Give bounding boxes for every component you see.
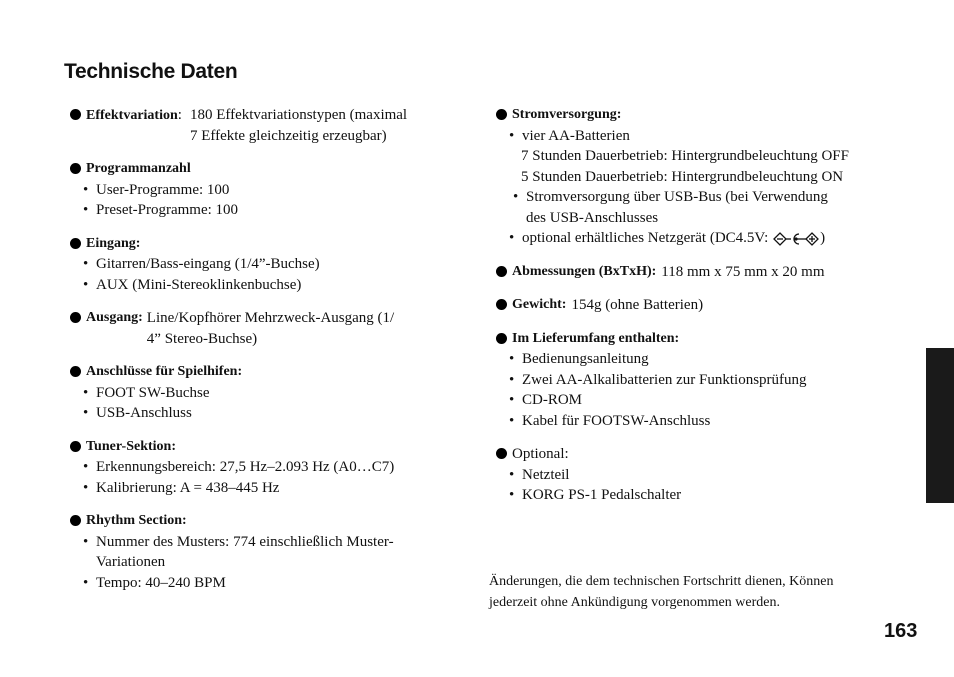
section-tuner: Tuner-Sektion: • Erkennungsbereich: 27,5 Hz–2.093 Hz (A0…C7) • Kalibrierung: A = 438–445 Hz	[70, 437, 470, 499]
bullet-dot-icon	[70, 312, 81, 323]
rhythm-label: Rhythm Section:	[86, 513, 187, 528]
page-number: 163	[884, 620, 918, 642]
rhythm-muster-line1: Nummer des Musters: 774 einschließlich Muster-	[96, 533, 394, 550]
strom-usb-line2: des USB-Anschlusses	[526, 209, 659, 226]
section-effektvariation	[70, 105, 470, 146]
list-item: FOOT SW-Buchse	[96, 384, 210, 401]
rhythm-muster-line2: Variationen	[96, 554, 166, 570]
gewicht-value: 154g (ohne Batterien)	[571, 297, 704, 313]
ausgang-line2: 4” Stereo-Buchse)	[146, 330, 258, 347]
list-item: Gitarren/Bass-eingang (1/4”-Buchse)	[96, 256, 320, 272]
netzgeraet-close: )	[820, 230, 826, 246]
list-item: Zwei AA-Alkalibatterien zur Funktionsprüfung	[522, 371, 807, 388]
section-abmessungen	[496, 262, 916, 283]
strom-usb-line1: Stromversorgung über USB-Bus (bei Verwendung	[526, 189, 828, 205]
bullet-dot-icon	[496, 109, 507, 120]
list-item: Erkennungsbereich: 27,5 Hz–2.093 Hz (A0…C7)	[96, 459, 395, 475]
optional-label: Optional:	[512, 446, 569, 462]
right-column	[496, 105, 916, 519]
bullet-dot-icon	[496, 266, 507, 277]
change-notice-line2: jederzeit ohne Ankündigung vorgenommen werden.	[489, 595, 780, 610]
abmessungen-label: Abmessungen (BxTxH):	[512, 263, 657, 279]
section-programmanzahl: Programmanzahl • User-Programme: 100 • Preset-Programme: 100	[70, 159, 470, 221]
section-lieferumfang: Im Lieferumfang enthalten: • Bedienungsanleitung • Zwei AA-Alkalibatterien zur Funktionsprüfung • CD-ROM • Kabel für FOOTSW-Anschluss	[496, 329, 916, 432]
list-item: Tempo: 40–240 BPM	[96, 574, 226, 591]
list-item: USB-Anschluss	[96, 405, 192, 421]
bullet-dot-icon	[70, 238, 81, 249]
list-item: Kalibrierung: A = 438–445 Hz	[96, 479, 280, 496]
section-gewicht	[496, 295, 916, 316]
section-ausgang	[70, 308, 470, 349]
bullet-dot-icon	[70, 441, 81, 452]
bullet-dot-icon	[70, 515, 81, 526]
section-optional: Optional: • Netzteil • KORG PS-1 Pedalschalter	[496, 444, 916, 506]
strom-sub-line2: 5 Stunden Dauerbetrieb: Hintergrundbeleuchtung ON	[521, 168, 844, 185]
abmessungen-value: 118 mm x 75 mm x 20 mm	[661, 263, 825, 280]
dc-polarity-icon	[772, 231, 820, 247]
list-item: User-Programme: 100	[96, 181, 230, 198]
list-item: Bedienungsanleitung	[522, 351, 649, 367]
bullet-dot-icon	[496, 333, 507, 344]
section-stromversorgung: Stromversorgung: • vier AA-Batterien 7 Stunden Dauerbetrieb: Hintergrundbeleuchtung OFF 5 Stunden Dauerbetrieb: Hintergrundbeleuchtung ON • Stromversorgung über USB-Bus (bei Verwendung des USB-Anschlusses • optional erhältliches Netzgerät (DC4.5V: )	[496, 105, 916, 249]
section-rhythm: Rhythm Section: • Nummer des Musters: 774 einschließlich Muster- Variationen • Tempo: 40–240 BPM	[70, 511, 470, 593]
change-notice-line1: Änderungen, die dem technischen Fortschritt dienen, Können	[489, 574, 834, 589]
netzgeraet-text: optional erhältliches Netzgerät (DC4.5V:	[522, 230, 773, 246]
bullet-dot-icon	[496, 299, 507, 310]
list-item: CD-ROM	[522, 392, 583, 408]
effektvariation-label: Effektvariation	[86, 108, 178, 123]
bullet-dot-icon	[70, 366, 81, 377]
lieferumfang-label: Im Lieferumfang enthalten:	[512, 330, 680, 346]
section-eingang: Eingang: • Gitarren/Bass-eingang (1/4”-Buchse) • AUX (Mini-Stereoklinkenbuchse)	[70, 234, 470, 296]
gewicht-label: Gewicht:	[512, 297, 567, 312]
list-item: vier AA-Batterien	[522, 127, 630, 144]
list-item: Kabel für FOOTSW-Anschluss	[522, 412, 711, 429]
ausgang-line1: Line/Kopfhörer Mehrzweck-Ausgang (1/	[146, 310, 395, 326]
bullet-dot-icon	[70, 109, 81, 120]
eingang-label: Eingang:	[86, 235, 141, 251]
stromversorgung-label: Stromversorgung:	[512, 107, 622, 122]
bullet-dot-icon	[70, 163, 81, 174]
effektvariation-line2: 7 Effekte gleichzeitig erzeugbar)	[189, 127, 387, 144]
list-item: Preset-Programme: 100	[96, 202, 239, 218]
anschluesse-label: Anschlüsse für Spielhifen:	[86, 364, 243, 379]
change-notice	[489, 571, 909, 613]
list-item	[522, 228, 825, 249]
list-item: AUX (Mini-Stereoklinkenbuchse)	[96, 276, 302, 293]
list-item: Netzteil	[522, 466, 570, 483]
list-item: KORG PS-1 Pedalschalter	[522, 487, 682, 503]
section-anschluesse: Anschlüsse für Spielhifen: • FOOT SW-Buchse • USB-Anschluss	[70, 362, 470, 424]
strom-sub-line1: 7 Stunden Dauerbetrieb: Hintergrundbeleuchtung OFF	[521, 148, 849, 164]
tuner-label: Tuner-Sektion:	[86, 438, 176, 454]
ausgang-label: Ausgang:	[86, 310, 143, 325]
left-column	[70, 105, 470, 606]
section-edge-tab	[926, 348, 954, 503]
effektvariation-line1: 180 Effektvariationstypen (maximal	[189, 107, 408, 123]
programmanzahl-label: Programmanzahl	[86, 161, 191, 176]
page-title: Technische Daten	[64, 60, 238, 83]
effektvariation-colon: :	[177, 107, 182, 123]
bullet-dot-icon	[496, 448, 507, 459]
